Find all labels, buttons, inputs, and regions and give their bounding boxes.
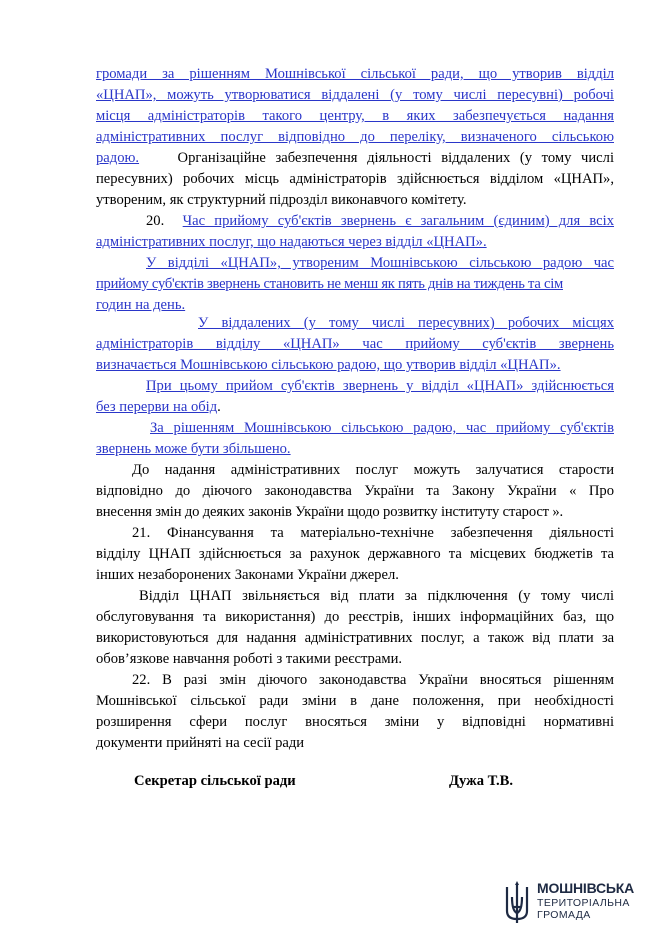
signature-name: Дужа Т.В. — [449, 773, 513, 789]
logo-title: МОШНІВСЬКА — [537, 880, 635, 896]
text-line: У віддалених (у тому числі пересувних) робочих місцях — [198, 315, 614, 331]
community-logo — [503, 881, 653, 925]
text-line: внесення змін до деяких законів України щодо розвитку інституту старост ». — [96, 504, 564, 520]
text-line: утвореним, як структурний підрозділ виконавчого комітету. — [96, 192, 467, 208]
text-line: використовуються для надання адміністративних послуг, а також від плати за — [96, 630, 614, 646]
logo-subtitle-territorial: ТЕРИТОРІАЛЬНА — [537, 897, 630, 909]
text-line: При цьому прийом суб'єктів звернень у відділ «ЦНАП» здійснюється — [146, 378, 614, 394]
text-line: 21. Фінансування та матеріально-технічне забезпечення діяльності — [132, 525, 614, 541]
text-line: адміністративних послуг відповідно до переліку, визначеного сільською — [96, 129, 614, 145]
text-line: громади за рішенням Мошнівської сільської ради, що утворив відділ — [96, 66, 614, 82]
text-line: пересувних) робочих місць адміністраторів здійснюється відділом «ЦНАП», — [96, 171, 614, 187]
text-line: відповідно до діючого законодавства України та Закону України « Про — [96, 483, 614, 499]
text-line: звернень може бути збільшено. — [96, 441, 291, 457]
text-line: У відділі «ЦНАП», утвореним Мошнівською сільською радою час — [146, 255, 614, 271]
text-line: визначається Мошнівською сільською радою, що утворив відділ «ЦНАП». — [96, 357, 561, 373]
text-line: відділу ЦНАП здійснюється за рахунок державного та місцевих бюджетів та — [96, 546, 614, 562]
text-line: До надання адміністративних послуг можуть залучатися старости — [132, 462, 614, 478]
signature-position: Секретар сільської ради — [134, 773, 296, 789]
text-line: документи прийняті на сесії ради — [96, 735, 305, 751]
text-line: «ЦНАП», можуть утворюватися віддалені (у тому числі пересувні) робочі — [96, 87, 614, 103]
trident-emblem-icon — [503, 881, 531, 925]
text-line: обслуговування та використання) до реєстрів, інших інформаційних баз, що — [96, 609, 614, 625]
text-line: інших незаборонених Законами України джерел. — [96, 567, 399, 583]
text-line: За рішенням Мошнівською сільською радою, час прийому суб'єктів — [150, 420, 614, 436]
text-line: 20. Час прийому суб'єктів звернень є загальним (єдиним) для всіх — [146, 213, 615, 229]
text-line: Відділ ЦНАП звільняється від плати за підключення (у тому числі — [139, 588, 614, 604]
text-line: годин на день. — [96, 297, 186, 313]
logo-subtitle-community: ГРОМАДА — [537, 909, 591, 921]
text-line: адміністративних послуг, що надаються через відділ «ЦНАП». — [96, 234, 487, 250]
text-line: Мошнівської сільської ради зміни в дане положення, при необхідності — [96, 693, 614, 709]
text-line: адміністраторів відділу «ЦНАП» час прийому суб'єктів звернень — [96, 336, 614, 352]
text-line: місця адміністраторів такого центру, в яких забезпечується надання — [96, 108, 614, 124]
text-line: прийому суб'єктів звернень становить не менш як пять днів на тиждень та сім — [96, 276, 563, 292]
text-line: без перерви на обід. — [96, 399, 221, 415]
text-line: обов’язкове навчання роботі з такими реєстрами. — [96, 651, 403, 667]
text-line: розширення сфери послуг вносяться зміни у відповідні нормативні — [96, 714, 614, 730]
text-line: 22. В разі змін діючого законодавства України вносяться рішенням — [132, 672, 614, 688]
text-line: радою. Організаційне забезпечення діяльності віддалених (у тому числі — [96, 150, 614, 166]
